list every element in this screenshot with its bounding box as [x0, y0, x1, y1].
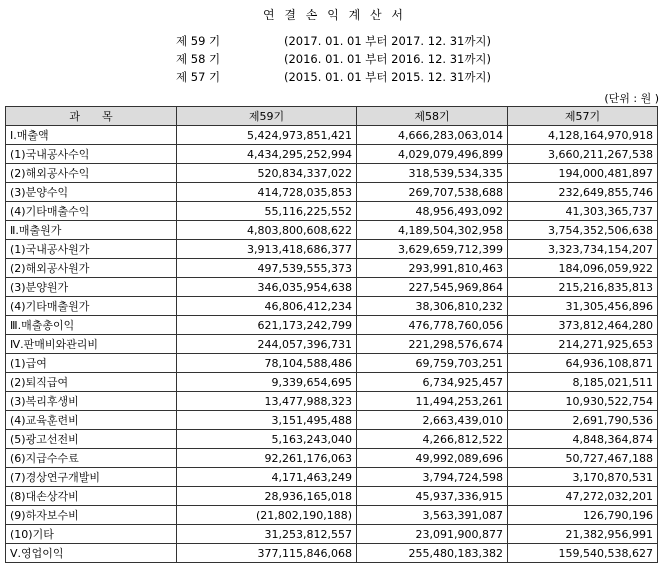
value-59: 621,173,242,799 [177, 316, 357, 335]
value-57: 31,305,456,896 [508, 297, 658, 316]
value-57: 4,848,364,874 [508, 430, 658, 449]
account-name: Ⅴ.영업이익 [6, 544, 177, 563]
value-57: 4,128,164,970,918 [508, 126, 658, 145]
account-name: Ⅲ.매출총이익 [6, 316, 177, 335]
value-59: 28,936,165,018 [177, 487, 357, 506]
value-58: 227,545,969,864 [357, 278, 508, 297]
value-59: 497,539,555,373 [177, 259, 357, 278]
value-57: 3,660,211,267,538 [508, 145, 658, 164]
account-name: Ⅱ.매출원가 [6, 221, 177, 240]
value-57: 214,271,925,653 [508, 335, 658, 354]
table-row [6, 145, 658, 164]
account-name: (2)퇴직급여 [6, 373, 177, 392]
account-name: (1)급여 [6, 354, 177, 373]
value-58: 4,189,504,302,958 [357, 221, 508, 240]
value-58: 38,306,810,232 [357, 297, 508, 316]
value-59: 13,477,988,323 [177, 392, 357, 411]
value-58: 476,778,760,056 [357, 316, 508, 335]
account-name: (3)분양수익 [6, 183, 177, 202]
period-range: (2017. 01. 01 부터 2017. 12. 31까지) [284, 34, 492, 48]
value-57: 126,790,196 [508, 506, 658, 525]
value-58: 49,992,089,696 [357, 449, 508, 468]
table-row [6, 126, 658, 145]
value-58: 48,956,493,092 [357, 202, 508, 221]
table-row [6, 487, 658, 506]
value-58: 23,091,900,877 [357, 525, 508, 544]
period-range: (2015. 01. 01 부터 2015. 12. 31까지) [284, 70, 492, 84]
value-57: 2,691,790,536 [508, 411, 658, 430]
table-row [6, 411, 658, 430]
table-row [6, 259, 658, 278]
period-label: 제 59 기 [176, 34, 221, 48]
account-name: (8)대손상각비 [6, 487, 177, 506]
period-label: 제 58 기 [176, 52, 221, 66]
value-58: 255,480,183,382 [357, 544, 508, 563]
value-59: 92,261,176,063 [177, 449, 357, 468]
value-59: 4,803,800,608,622 [177, 221, 357, 240]
value-57: 47,272,032,201 [508, 487, 658, 506]
value-57: 64,936,108,871 [508, 354, 658, 373]
value-58: 318,539,534,335 [357, 164, 508, 183]
account-name: (1)국내공사수익 [6, 145, 177, 164]
table-row [6, 354, 658, 373]
income-statement-table [5, 106, 658, 563]
value-57: 50,727,467,188 [508, 449, 658, 468]
account-name: (2)해외공사원가 [6, 259, 177, 278]
value-58: 45,937,336,915 [357, 487, 508, 506]
account-name: (6)지급수수료 [6, 449, 177, 468]
value-59: 46,806,412,234 [177, 297, 357, 316]
account-name: (10)기타 [6, 525, 177, 544]
table-row [6, 240, 658, 259]
header-59: 제59기 [177, 107, 357, 126]
table-row [6, 297, 658, 316]
value-57: 194,000,481,897 [508, 164, 658, 183]
value-58: 6,734,925,457 [357, 373, 508, 392]
account-name: (3)분양원가 [6, 278, 177, 297]
table-row [6, 525, 658, 544]
account-name: Ⅳ.판매비와관리비 [6, 335, 177, 354]
value-58: 3,563,391,087 [357, 506, 508, 525]
value-59: 31,253,812,557 [177, 525, 357, 544]
value-57: 3,170,870,531 [508, 468, 658, 487]
value-58: 4,029,079,496,899 [357, 145, 508, 164]
value-59: 9,339,654,695 [177, 373, 357, 392]
value-59: 5,424,973,851,421 [177, 126, 357, 145]
value-58: 3,794,724,598 [357, 468, 508, 487]
table-row [6, 202, 658, 221]
header-58: 제58기 [357, 107, 508, 126]
value-59: 4,171,463,249 [177, 468, 357, 487]
table-row [6, 430, 658, 449]
table-row [6, 316, 658, 335]
account-name: (5)광고선전비 [6, 430, 177, 449]
table-row [6, 506, 658, 525]
value-58: 221,298,576,674 [357, 335, 508, 354]
account-name: (4)기타매출수익 [6, 202, 177, 221]
value-59: (21,802,190,188) [177, 506, 357, 525]
account-name: (2)해외공사수익 [6, 164, 177, 183]
value-58: 293,991,810,463 [357, 259, 508, 278]
value-58: 2,663,439,010 [357, 411, 508, 430]
value-59: 3,151,495,488 [177, 411, 357, 430]
period-range: (2016. 01. 01 부터 2016. 12. 31까지) [284, 52, 492, 66]
account-name: (3)복리후생비 [6, 392, 177, 411]
account-name: Ⅰ.매출액 [6, 126, 177, 145]
account-name: (4)기타매출원가 [6, 297, 177, 316]
value-59: 346,035,954,638 [177, 278, 357, 297]
header-57: 제57기 [508, 107, 658, 126]
value-59: 3,913,418,686,377 [177, 240, 357, 259]
unit-label: (단위 : 원 ) [604, 92, 659, 105]
value-57: 3,754,352,506,638 [508, 221, 658, 240]
value-57: 8,185,021,511 [508, 373, 658, 392]
value-59: 414,728,035,853 [177, 183, 357, 202]
value-58: 269,707,538,688 [357, 183, 508, 202]
table-row [6, 278, 658, 297]
value-59: 377,115,846,068 [177, 544, 357, 563]
value-57: 184,096,059,922 [508, 259, 658, 278]
value-58: 3,629,659,712,399 [357, 240, 508, 259]
statement-title: 연 결 손 익 계 산 서 [262, 8, 407, 22]
table-header-row [6, 107, 658, 126]
table-row [6, 221, 658, 240]
account-name: (9)하자보수비 [6, 506, 177, 525]
table-row [6, 335, 658, 354]
value-58: 11,494,253,261 [357, 392, 508, 411]
account-name: (7)경상연구개발비 [6, 468, 177, 487]
value-58: 4,266,812,522 [357, 430, 508, 449]
value-59: 5,163,243,040 [177, 430, 357, 449]
table-row [6, 544, 658, 563]
table-row [6, 373, 658, 392]
account-name: (1)국내공사원가 [6, 240, 177, 259]
value-59: 244,057,396,731 [177, 335, 357, 354]
value-59: 55,116,225,552 [177, 202, 357, 221]
header-account: 과 목 [6, 107, 177, 126]
value-59: 78,104,588,486 [177, 354, 357, 373]
table-row [6, 449, 658, 468]
value-59: 520,834,337,022 [177, 164, 357, 183]
value-57: 159,540,538,627 [508, 544, 658, 563]
value-57: 10,930,522,754 [508, 392, 658, 411]
value-57: 232,649,855,746 [508, 183, 658, 202]
account-name: (4)교육훈련비 [6, 411, 177, 430]
table-row [6, 183, 658, 202]
period-label: 제 57 기 [176, 70, 221, 84]
value-58: 4,666,283,063,014 [357, 126, 508, 145]
value-57: 41,303,365,737 [508, 202, 658, 221]
value-57: 21,382,956,991 [508, 525, 658, 544]
value-57: 215,216,835,813 [508, 278, 658, 297]
table-row [6, 392, 658, 411]
value-57: 373,812,464,280 [508, 316, 658, 335]
value-59: 4,434,295,252,994 [177, 145, 357, 164]
value-58: 69,759,703,251 [357, 354, 508, 373]
table-row [6, 164, 658, 183]
value-57: 3,323,734,154,207 [508, 240, 658, 259]
table-row [6, 468, 658, 487]
